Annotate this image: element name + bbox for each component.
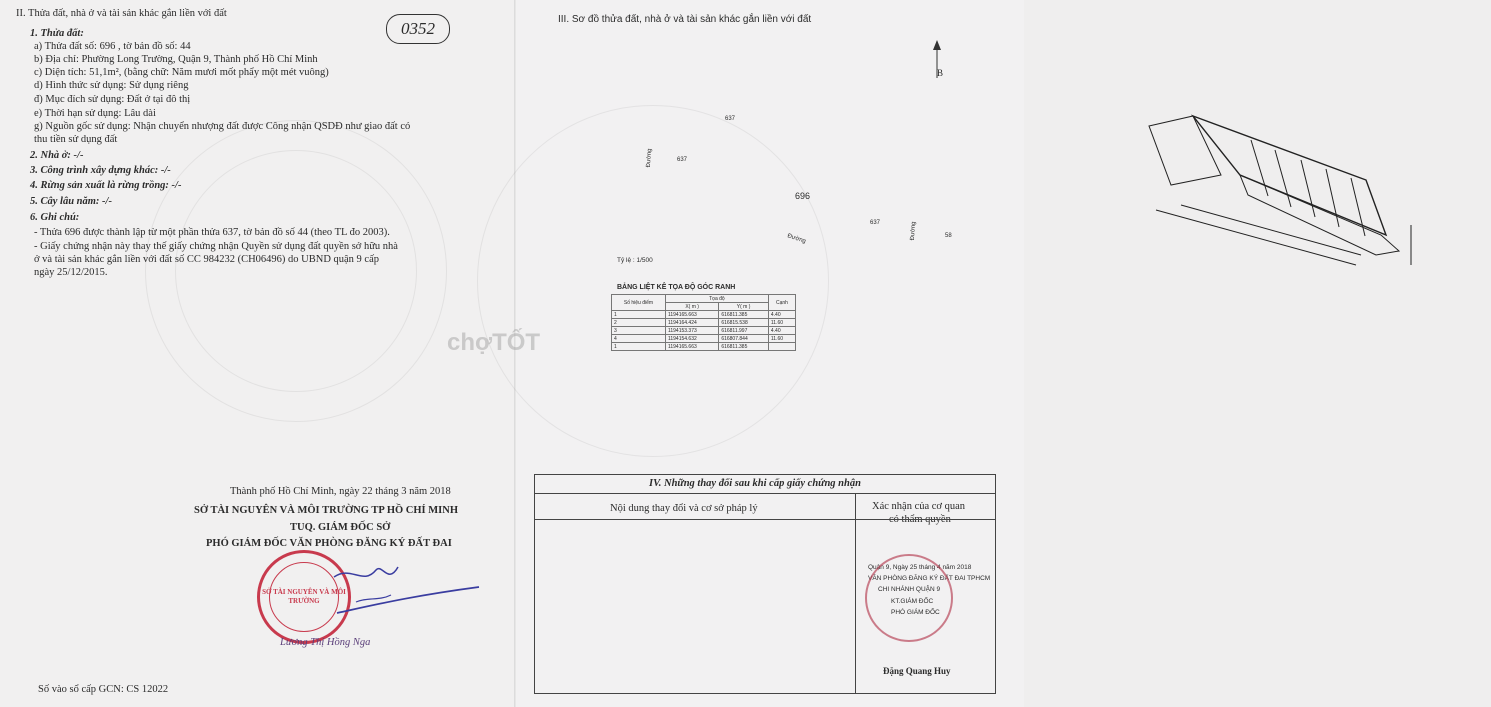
road-label-bottom: Đường [786,233,807,245]
note-line-1: - Thửa 696 được thành lập từ một phần thửa 637, tờ bản đồ số 44 (theo TL đo 2003). [34,227,390,238]
parcel-map [1111,95,1491,265]
lot-696-label: 696 [795,191,811,201]
note-line-4: ngày 25/12/2015. [34,267,108,278]
duration-line: e) Thời hạn sử dụng: Lâu dài [34,108,156,119]
confirmation-branch: CHI NHÁNH QUẬN 9 [878,586,941,593]
usage-form-line: d) Hình thức sử dụng: Sử dụng riêng [34,80,189,91]
watermark: chợTỐT [447,329,541,356]
authorization-title: TUQ. GIÁM ĐỐC SỞ [290,522,391,533]
section-title-left: II. Thửa đất, nhà ở và tài sản khác gắn liền với đất [16,8,227,19]
left-page [0,0,517,707]
serial-box: 0352 [386,14,450,44]
confirmation-office: VĂN PHÒNG ĐĂNG KÝ ĐẤT ĐAI TPHCM [868,575,991,582]
perennial-line: 5. Cây lâu năm: -/- [30,196,112,207]
confirmation-signer: Đặng Quang Huy [883,666,951,676]
parcel-637-label-left: 637 [677,157,688,163]
y-header: Y( m ) [719,303,769,311]
north-label: B [937,68,944,78]
origin-line-2: thu tiền sử dụng đất [34,134,118,145]
confirmation-kt: KT.GIÁM ĐỐC [891,598,934,605]
note-line-2: - Giấy chứng nhận này thay thế giấy chứng nhận Quyền sử dụng đất quyền sở hữu nhà [34,241,398,252]
origin-line: g) Nguồn gốc sử dụng: Nhận chuyển nhượng đất được Công nhận QSDĐ như giao đất có [34,121,411,132]
forest-line: 4. Rừng sản xuất là rừng trồng: -/- [30,180,182,191]
certificate-record: Số vào sổ cấp GCN: CS 12022 [38,684,169,695]
background-ornament [175,150,417,392]
content-column-header: Nội dung thay đổi và cơ sở pháp lý [610,503,758,514]
notes-title: 6. Ghi chú: [30,212,80,223]
changes-table-header [535,475,995,494]
table-row: 2 1194164.424 616815.538 11.60 [612,319,796,327]
table-row: 4 1194154.632 616807.844 11.60 [612,335,796,343]
coordinate-table [611,294,796,351]
parcel-58-label: 58 [945,233,952,239]
road-label-left: Đường [645,148,654,168]
confirmation-header-2 [889,514,951,526]
coordinate-header: Tọa độ [665,295,768,303]
section-title-right: III. Sơ đồ thửa đất, nhà ở và tài sản khác gắn liền với đất [558,14,812,25]
header-separator [535,519,995,520]
changes-title: IV. Những thay đổi sau khi cấp giấy chứng nhận [649,478,861,489]
confirmation-header-1: Xác nhận của cơ quan [872,501,966,512]
note-line-3: ở và tài sản khác gắn liền với đất số CC 984232 (CH06496) do UBND quận 9 cấp [34,254,380,265]
scale-label: Tỷ lệ : 1/500 [617,257,653,264]
area-line: c) Diện tích: 51,1m², (bằng chữ: Năm mươi mốt phẩy một mét vuông) [34,67,329,78]
signature-scribble [329,555,494,635]
changes-table [534,474,996,694]
table-row: 1 1194165.663 616811.385 4.40 [612,311,796,319]
agency-name: SỞ TÀI NGUYÊN VÀ MÔI TRƯỜNG TP HỒ CHÍ MINH [194,505,458,516]
parcel-637-label-right: 637 [870,220,881,226]
edge-header: Cạnh [768,295,795,311]
signer-name: Lương Thị Hồng Nga [280,637,371,648]
confirmation-date: Quận 9, Ngày 25 tháng 4 năm 2018 [868,564,972,571]
point-id-header: Số hiệu điểm [612,295,666,311]
stamp-text: SỞ TÀI NGUYÊN VÀ MÔI TRƯỜNG [262,588,346,605]
house-line: 2. Nhà ở: -/- [30,150,84,161]
issue-date: Thành phố Hồ Chí Minh, ngày 22 tháng 3 năm 2018 [230,486,451,497]
table-row: 1 1194165.663 616811.385 [612,343,796,351]
road-label-right: Đường [909,221,918,241]
changes-column-content [535,494,856,693]
land-title: 1. Thửa đất: [30,28,84,39]
coordinate-table-title: BẢNG LIỆT KÊ TỌA ĐỘ GÓC RANH [617,284,736,291]
table-row: 3 1194153.373 616811.997 4.40 [612,327,796,335]
usage-purpose-line: đ) Mục đích sử dụng: Đất ở tại đô thị [34,94,191,105]
deputy-title: PHÓ GIÁM ĐỐC VĂN PHÒNG ĐĂNG KÝ ĐẤT ĐAI [206,538,452,549]
construction-line: 3. Công trình xây dựng khác: -/- [30,165,171,176]
x-header: X( m ) [665,303,718,311]
address-line: b) Địa chỉ: Phường Long Trường, Quận 9, Thành phố Hồ Chí Minh [34,54,318,65]
lot-number-line: a) Thửa đất số: 696 , tờ bản đồ số: 44 [34,41,191,52]
confirmation-red-stamp [865,554,953,642]
parcel-637-label-top: 637 [725,116,736,122]
right-page [447,0,1024,707]
confirmation-deputy: PHÓ GIÁM ĐỐC [891,609,940,616]
